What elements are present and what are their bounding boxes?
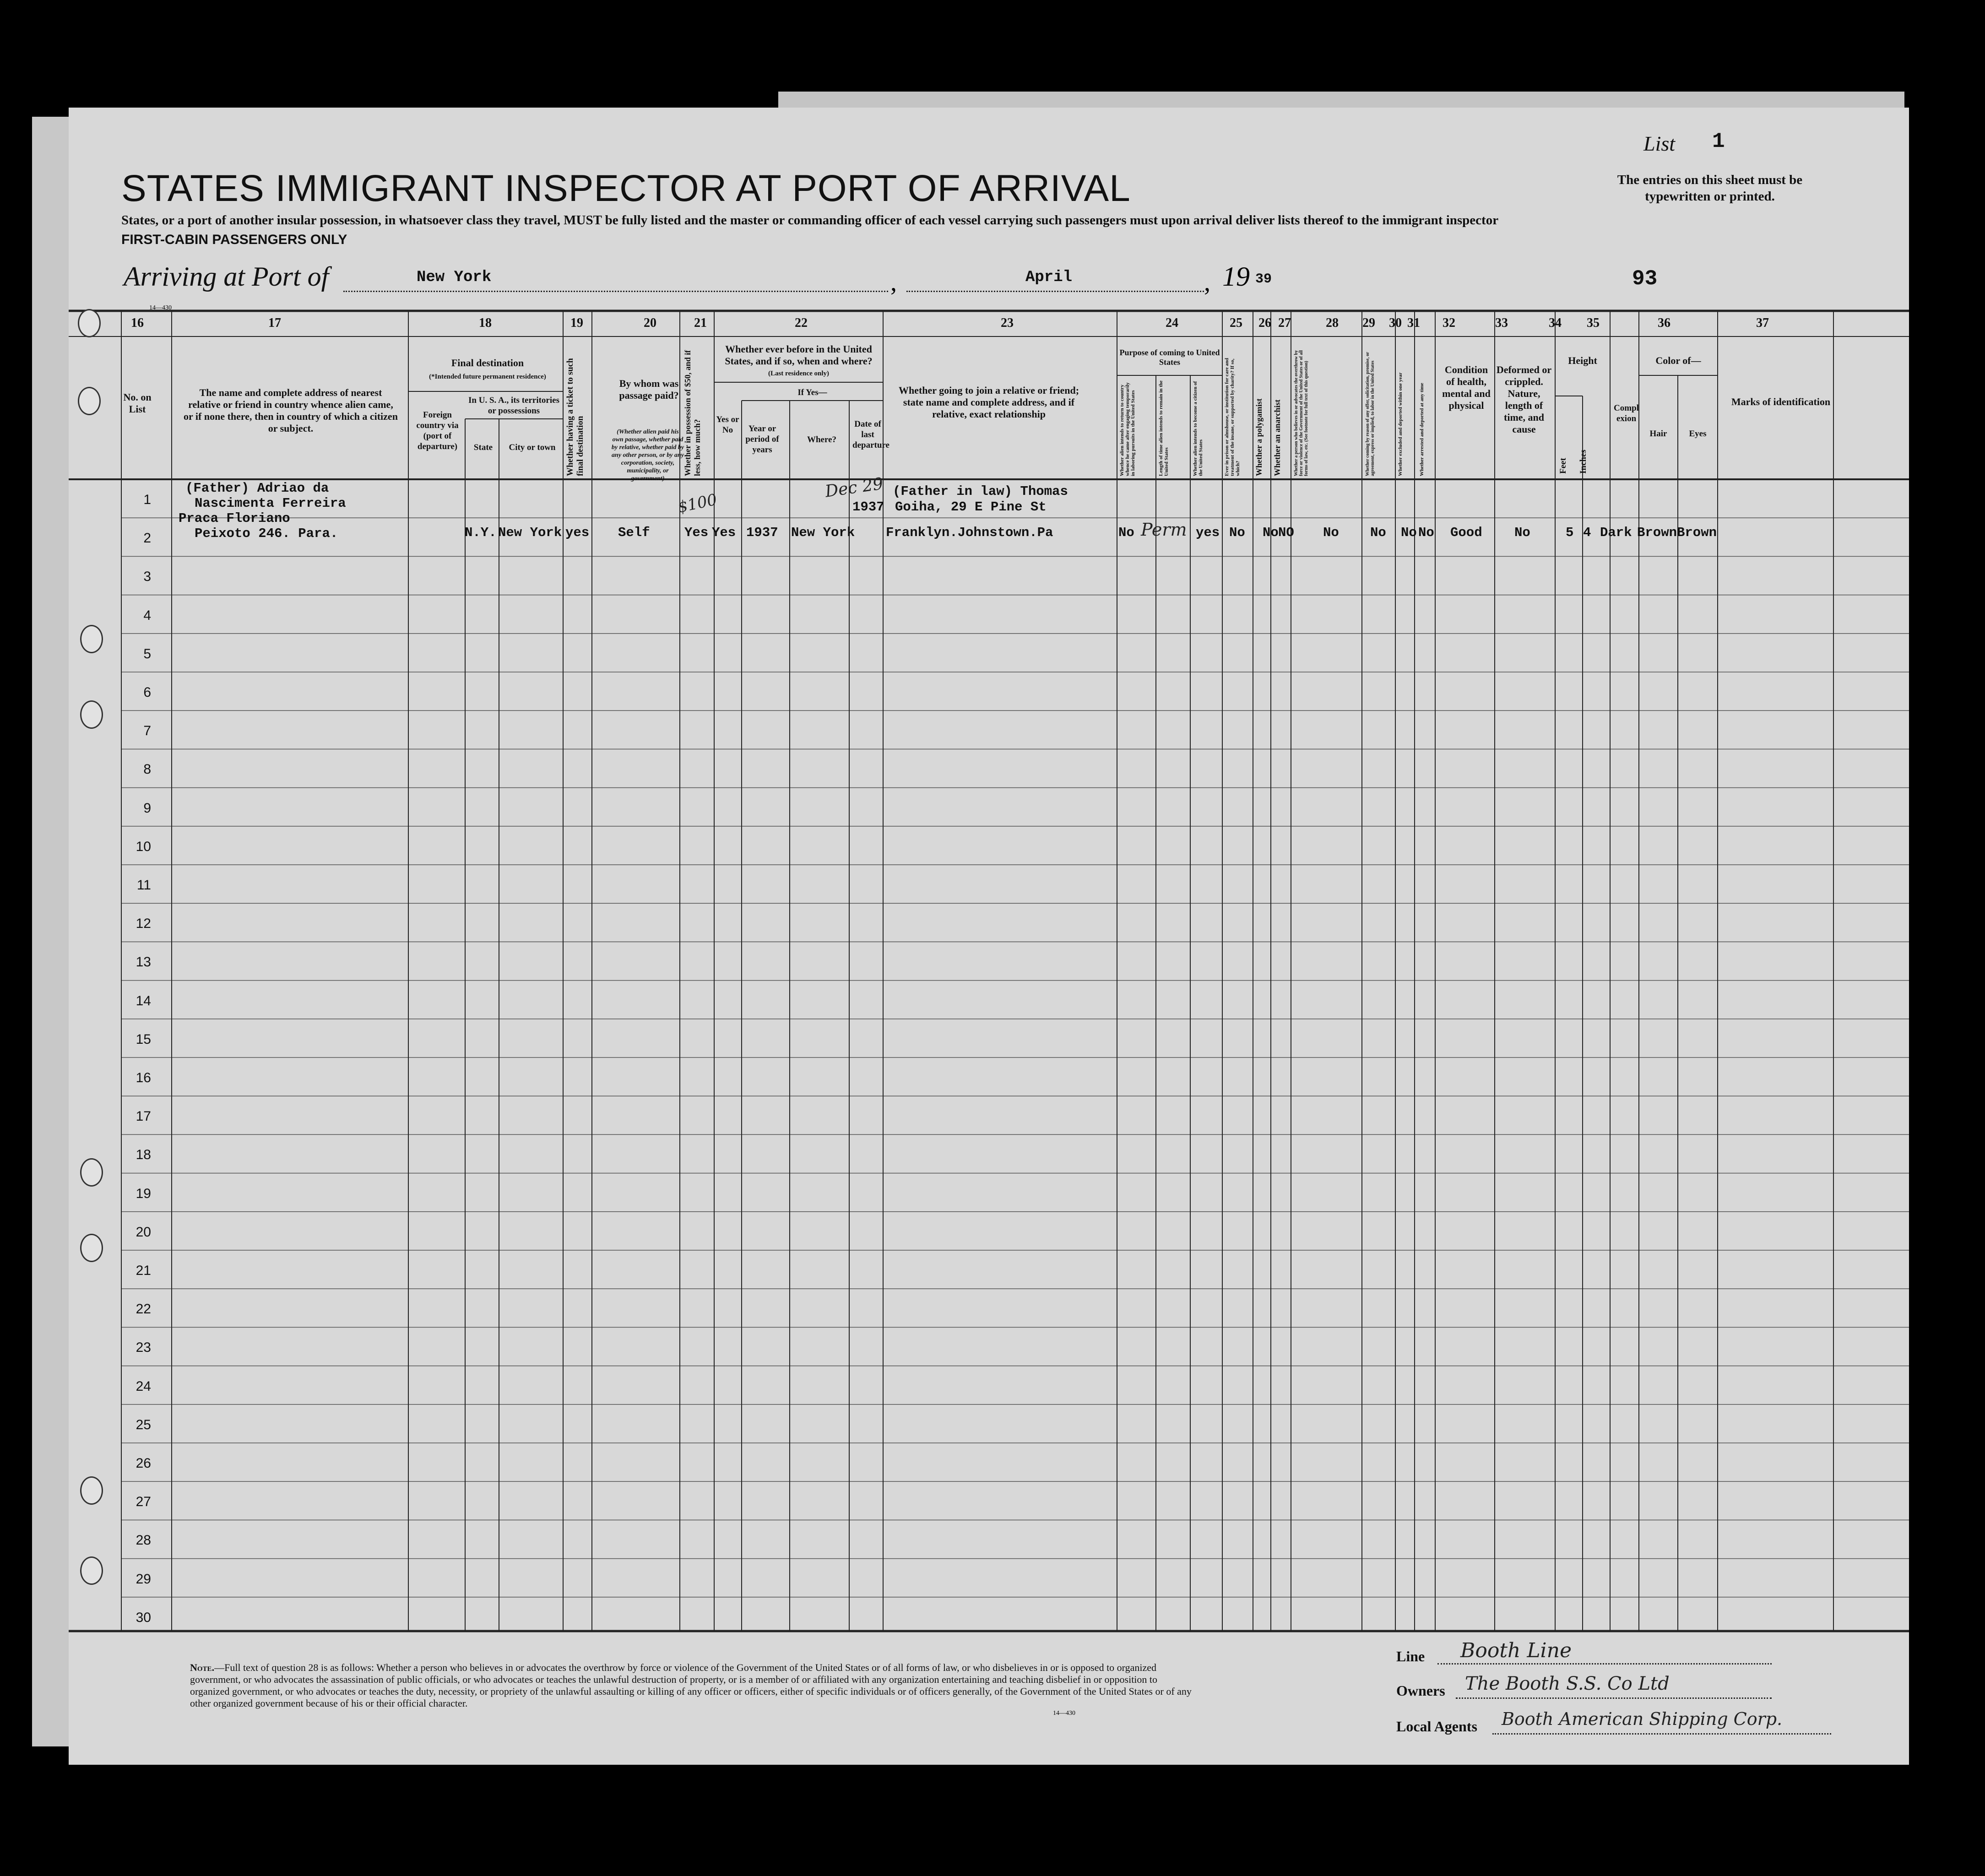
- list-label: List: [1643, 132, 1676, 155]
- col-22-yesno: Yes or No: [716, 415, 739, 435]
- entry-polygamist: No: [1263, 525, 1279, 540]
- row-number: 27: [136, 1494, 151, 1510]
- col-22-note: (Last residence only): [768, 370, 830, 377]
- entry-length-stay-handwritten: Perm: [1141, 520, 1187, 540]
- col-22-where: Where?: [807, 435, 837, 445]
- manifest-page: [69, 108, 1909, 1765]
- comma-2: ,: [1204, 268, 1210, 297]
- col-27-header: Whether an anarchist: [1273, 399, 1282, 476]
- entries-note: The entries on this sheet must be typewritten or printed.: [1617, 173, 1803, 204]
- row-number: 9: [143, 800, 151, 816]
- col-num-24: 24: [1166, 316, 1178, 330]
- entry-c28: No: [1323, 525, 1339, 540]
- row-number: 1: [143, 492, 151, 507]
- line-label: Line: [1396, 1648, 1425, 1665]
- row-number: 24: [136, 1378, 151, 1394]
- row-number: 10: [136, 839, 151, 854]
- col-22-date: Date of last departure: [852, 419, 889, 450]
- row-number: 22: [136, 1301, 151, 1317]
- col-33-header: Deformed or crippled. Nature, length of time, and cause: [1496, 364, 1552, 435]
- col-22-header: Whether ever before in the United States, and if so, when and where?: [725, 343, 873, 367]
- comma-1: ,: [890, 268, 897, 297]
- row-number: 15: [136, 1031, 151, 1047]
- col-num-21: 21: [694, 316, 707, 330]
- entry-c29: No: [1370, 525, 1386, 540]
- row-number: 7: [143, 723, 151, 739]
- footnote-text: —Full text of question 28 is as follows: Whether a person who believes in or advocates the overthrow by force or violence of the Government of the United States or of all forms of law, or who disbelieves in or is opposed to organized government, or who advocates the assassination of public officials, or who advocates or teaches the unlawful destruction of property, or is a member of or affiliated with any organization entertaining and teaching disbelief in or opposition to organized government, or who advocates or teaches the duty, necessity, or propriety of the unlawful assaulting or killing of any officer or officers, either of specific individuals or of officers generally, of the Government of the United States or of any other organized government because of his or their official character.: [190, 1662, 1192, 1709]
- binder-hole: [80, 1476, 103, 1505]
- col-num-35: 35: [1587, 316, 1600, 330]
- col-29-header: Whether coming by reason of any offer, solicitation, promise, or agreement, express or implied, to labor in the United States: [1365, 352, 1375, 476]
- col-num-26: 26: [1258, 316, 1271, 330]
- row-number: 3: [143, 569, 151, 585]
- col-24-a-header: Whether alien intends to return to country whence he came after engaging temporarily in laboring pursuits in the United States: [1119, 382, 1136, 476]
- col-num-25: 25: [1230, 316, 1242, 330]
- entry-last-departure-handwritten: Dec 29: [824, 474, 884, 501]
- row-number: 8: [143, 762, 151, 777]
- col-17-header: The name and complete address of nearest relative or friend in country whence alien came, or if none there, then in country of which a citizen or subject.: [184, 387, 398, 434]
- arriving-label: Arriving at Port of: [124, 261, 329, 292]
- entry-paid-by: Self: [618, 525, 650, 540]
- local-agents-value: Booth American Shipping Corp.: [1502, 1709, 1783, 1729]
- col-36-hair: Hair: [1649, 429, 1667, 439]
- binder-hole: [80, 625, 103, 653]
- entry-health: Good: [1450, 525, 1482, 540]
- col-num-30: 30: [1389, 316, 1402, 330]
- col-22-ifyes: If Yes—: [797, 388, 827, 397]
- col-37-header: Marks of identification: [1731, 396, 1831, 407]
- entry-year: 1937: [746, 525, 778, 540]
- page-number: 93: [1632, 267, 1658, 291]
- entry-money-handwritten: $100: [676, 490, 719, 517]
- binder-hole: [80, 1556, 103, 1585]
- row-number: 20: [136, 1224, 151, 1240]
- entry-state: N.Y.: [465, 525, 497, 540]
- col-num-23: 23: [1001, 316, 1014, 330]
- col-18-state: State: [473, 443, 493, 452]
- entry-citizen: yes: [1196, 525, 1220, 540]
- col-num-22: 22: [795, 316, 808, 330]
- col-20-note: (Whether alien paid his own passage, whether paid by relative, whether paid by any other person, or by any corporation, society, municipality, or government): [611, 428, 684, 482]
- entry-relative-line3: Praca Floriano: [179, 511, 290, 526]
- col-num-27: 27: [1278, 316, 1291, 330]
- class-line: FIRST-CABIN PASSENGERS ONLY: [121, 232, 347, 247]
- row-number: 6: [143, 685, 151, 700]
- col-num-19: 19: [570, 316, 583, 330]
- col-18-header: Final destination: [451, 357, 524, 369]
- col-31-header: Whether arrested and deported at any time: [1419, 383, 1425, 476]
- col-18-note: (*Intended future permanent residence): [429, 373, 546, 380]
- row-number: 12: [136, 916, 151, 932]
- col-34-header: Height: [1568, 355, 1597, 366]
- col-22-year: Year or period of years: [745, 424, 779, 455]
- row-number: 28: [136, 1533, 151, 1548]
- col-num-28: 28: [1326, 316, 1339, 330]
- entry-deformed: No: [1514, 525, 1530, 540]
- col-34-feet: Feet: [1558, 458, 1568, 474]
- col-21-header: Whether in possession of $50, and if less, how much?: [683, 350, 702, 476]
- list-number: 1: [1712, 130, 1725, 153]
- row-number: 21: [136, 1263, 151, 1278]
- col-24-c-header: Whether alien intends to become a citizen of the United States: [1193, 381, 1204, 476]
- col-36-header: Color of—: [1655, 355, 1701, 366]
- col-18-foreign: Foreign country via (port of departure): [416, 410, 459, 451]
- entry-where: New York: [791, 525, 855, 540]
- entry-last-departure: 1937: [852, 499, 884, 515]
- entry-c30: No: [1401, 525, 1417, 540]
- entry-return-intent: No: [1118, 525, 1134, 540]
- row-number: 14: [136, 993, 151, 1008]
- col-24-header: Purpose of coming to United States: [1119, 348, 1220, 367]
- entry-hair: Brown: [1637, 525, 1677, 540]
- entry-relative-line1: (Father) Adriao da: [185, 481, 329, 496]
- entry-ticket: yes: [565, 525, 590, 540]
- entry-join-line1: (Father in law) Thomas: [893, 484, 1068, 499]
- row-number: 26: [136, 1456, 151, 1471]
- col-20-header: By whom was passage paid?: [619, 378, 679, 401]
- entry-money: Yes: [684, 525, 709, 540]
- footer-form-code: 14—430: [1053, 1710, 1075, 1717]
- entry-join-line3: Franklyn.Johnstown.Pa: [886, 525, 1053, 540]
- entry-complexion: Dark: [1600, 525, 1632, 540]
- entry-eyes: Brown: [1677, 525, 1717, 540]
- binder-hole: [80, 1158, 103, 1187]
- col-num-33: 33: [1495, 316, 1508, 330]
- entry-anarchist: NO: [1278, 525, 1294, 540]
- col-19-header: Whether having a ticket to such final destination: [565, 358, 585, 476]
- row-number: 5: [143, 646, 151, 661]
- subtitle: States, or a port of another insular possession, in whatsoever class they travel, MUST be fully listed and the master or commanding officer of each vessel carrying such passengers must upon arrival deliver lists thereof to the immigrant inspector: [121, 213, 1499, 228]
- col-25-header: Ever in prison or almshouse, or institution for care and treatment of the insane, or supported by charity? If so, which?: [1224, 358, 1241, 476]
- owners-label: Owners: [1396, 1682, 1445, 1699]
- row-number: 23: [136, 1340, 151, 1355]
- year-suffix: 39: [1255, 271, 1272, 287]
- col-num-20: 20: [644, 316, 656, 330]
- entry-city: New York: [498, 525, 562, 540]
- entry-prison: No: [1229, 525, 1245, 540]
- col-34-inches: Inches: [1578, 450, 1588, 474]
- row-number: 2: [143, 531, 151, 546]
- binder-hole: [80, 1234, 103, 1262]
- row-number: 4: [143, 607, 151, 623]
- col-23-header: Whether going to join a relative or friend; state name and complete address, and if relative, exact relationship: [898, 385, 1079, 420]
- row-number: 25: [136, 1417, 151, 1432]
- entry-inches: 4: [1583, 525, 1591, 540]
- entry-join-line2: Goiha, 29 E Pine St: [895, 499, 1047, 515]
- col-num-31: 31: [1407, 316, 1420, 330]
- col-num-16: 16: [131, 316, 144, 330]
- col-num-37: 37: [1756, 316, 1769, 330]
- month-value: April: [1025, 269, 1073, 286]
- col-16-header: No. on List: [123, 391, 152, 415]
- row-number: 18: [136, 1147, 151, 1163]
- col-30-header: Whether excluded and deported within one year: [1398, 372, 1403, 476]
- entry-c31: No: [1418, 525, 1434, 540]
- entry-relative-line2: Nascimenta Ferreira: [195, 496, 346, 511]
- col-18-city: City or town: [509, 443, 556, 452]
- port-value: New York: [417, 269, 492, 286]
- row-number: 13: [136, 954, 151, 970]
- col-24-b-header: Length of time alien intends to remain in the United States: [1158, 380, 1169, 476]
- col-num-18: 18: [479, 316, 492, 330]
- row-number: 19: [136, 1186, 151, 1201]
- col-36-eyes: Eyes: [1689, 429, 1707, 439]
- col-num-17: 17: [268, 316, 281, 330]
- agents-dotted: [1492, 1733, 1831, 1735]
- entry-before-us: Yes: [712, 525, 736, 540]
- owners-value: The Booth S.S. Co Ltd: [1465, 1673, 1670, 1694]
- footnote-label: Note.: [190, 1662, 215, 1673]
- row-number: 16: [136, 1070, 151, 1085]
- row-number: 17: [136, 1109, 151, 1124]
- binder-hole: [78, 309, 101, 337]
- row-number: 29: [136, 1571, 151, 1587]
- col-35-header: Complexion: [1614, 403, 1639, 423]
- line-value: Booth Line: [1460, 1639, 1572, 1662]
- footnote-question-28: [190, 1662, 1197, 1709]
- form-code-top: 14—430: [149, 304, 172, 311]
- col-num-36: 36: [1658, 316, 1670, 330]
- binder-hole: [78, 387, 101, 415]
- col-32-header: Condition of health, mental and physical: [1442, 364, 1491, 411]
- col-num-34: 34: [1549, 316, 1562, 330]
- col-num-29: 29: [1362, 316, 1375, 330]
- row-number: 30: [136, 1610, 151, 1625]
- page-title: STATES IMMIGRANT INSPECTOR AT PORT OF ARRIVAL: [121, 168, 1131, 209]
- owners-dotted: [1456, 1697, 1772, 1699]
- col-26-header: Whether a polygamist: [1254, 398, 1264, 476]
- binder-hole: [80, 700, 103, 729]
- year-prefix: 19: [1222, 261, 1250, 292]
- entry-feet: 5: [1566, 525, 1574, 540]
- manifest-grid: [69, 108, 1909, 1765]
- row-number: 11: [136, 878, 151, 893]
- col-18-usa: In U. S. A., its territories or possessions: [468, 396, 559, 416]
- local-agents-label: Local Agents: [1396, 1718, 1477, 1735]
- entry-relative-line4: Peixoto 246. Para.: [195, 526, 338, 541]
- line-dotted: [1437, 1663, 1772, 1665]
- col-28-header: Whether a person who believes in or advocates the overthrow by force or violence of the Government of the United States or of all forms of law, etc. (See footnote for full text of this question): [1294, 350, 1309, 476]
- col-num-32: 32: [1443, 316, 1455, 330]
